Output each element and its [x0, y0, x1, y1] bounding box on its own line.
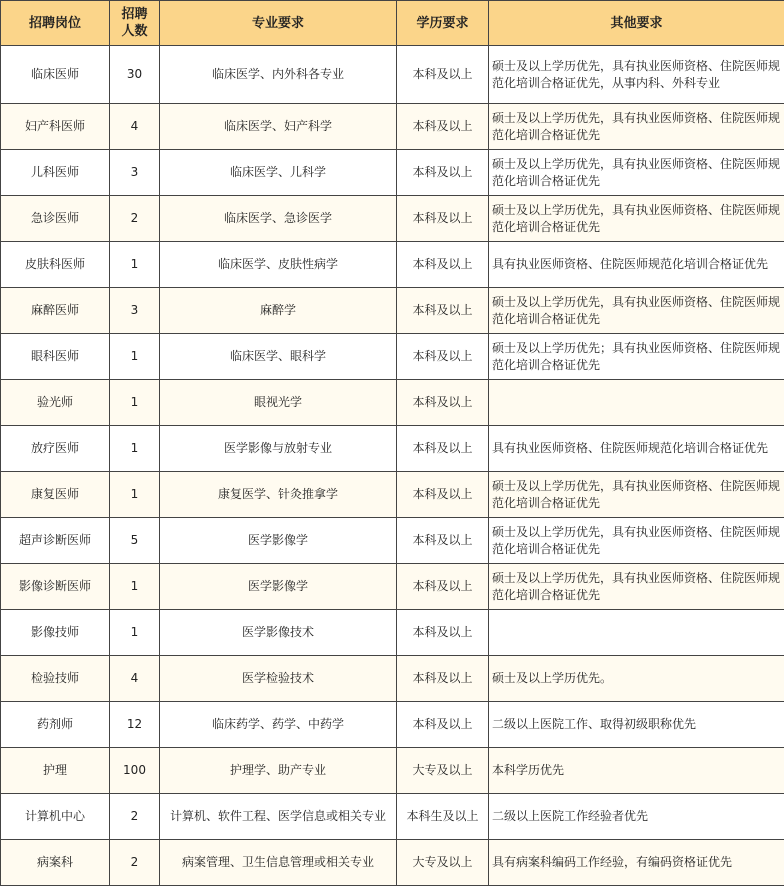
cell-count: 1 — [110, 380, 160, 426]
cell-position: 眼科医师 — [1, 334, 110, 380]
table-row — [1, 150, 784, 196]
cell-education: 本科及以上 — [397, 426, 489, 472]
table-row — [1, 564, 784, 610]
cell-position: 妇产科医师 — [1, 104, 110, 150]
cell-major: 医学检验技术 — [160, 656, 397, 702]
cell-other — [489, 380, 784, 426]
table-row — [1, 702, 784, 748]
cell-count: 4 — [110, 656, 160, 702]
cell-count: 1 — [110, 610, 160, 656]
cell-other: 具有病案科编码工作经验，有编码资格证优先 — [489, 840, 784, 886]
cell-position: 检验技师 — [1, 656, 110, 702]
cell-other: 硕士及以上学历优先，具有执业医师资格、住院医师规范化培训合格证优先 — [489, 518, 784, 564]
table-row — [1, 794, 784, 840]
cell-education: 本科及以上 — [397, 702, 489, 748]
cell-other: 硕士及以上学历优先，具有执业医师资格、住院医师规范化培训合格证优先 — [489, 472, 784, 518]
cell-position: 影像技师 — [1, 610, 110, 656]
table-header-row — [1, 1, 784, 46]
cell-education: 本科及以上 — [397, 104, 489, 150]
table-row — [1, 46, 784, 104]
cell-major: 临床医学、妇产科学 — [160, 104, 397, 150]
cell-education: 本科及以上 — [397, 196, 489, 242]
header-position: 招聘岗位 — [1, 1, 110, 46]
table-row — [1, 242, 784, 288]
cell-education: 本科及以上 — [397, 334, 489, 380]
cell-major: 医学影像学 — [160, 518, 397, 564]
table-row — [1, 840, 784, 886]
cell-major: 临床医学、眼科学 — [160, 334, 397, 380]
table-row — [1, 518, 784, 564]
cell-position: 儿科医师 — [1, 150, 110, 196]
table-row — [1, 104, 784, 150]
cell-position: 麻醉医师 — [1, 288, 110, 334]
cell-education: 本科及以上 — [397, 46, 489, 104]
cell-position: 病案科 — [1, 840, 110, 886]
cell-other: 本科学历优先 — [489, 748, 784, 794]
table-row — [1, 472, 784, 518]
cell-count: 3 — [110, 288, 160, 334]
cell-position: 影像诊断医师 — [1, 564, 110, 610]
header-education: 学历要求 — [397, 1, 489, 46]
header-major: 专业要求 — [160, 1, 397, 46]
cell-education: 本科及以上 — [397, 380, 489, 426]
cell-position: 药剂师 — [1, 702, 110, 748]
cell-count: 1 — [110, 564, 160, 610]
cell-position: 验光师 — [1, 380, 110, 426]
cell-count: 2 — [110, 840, 160, 886]
cell-position: 康复医师 — [1, 472, 110, 518]
cell-count: 12 — [110, 702, 160, 748]
cell-education: 本科及以上 — [397, 610, 489, 656]
cell-major: 麻醉学 — [160, 288, 397, 334]
cell-major: 临床医学、内外科各专业 — [160, 46, 397, 104]
cell-other: 硕士及以上学历优先，具有执业医师资格、住院医师规范化培训合格证优先 — [489, 196, 784, 242]
cell-count: 100 — [110, 748, 160, 794]
cell-other: 硕士及以上学历优先，具有执业医师资格、住院医师规范化培训合格证优先 — [489, 564, 784, 610]
cell-education: 本科生及以上 — [397, 794, 489, 840]
cell-education: 本科及以上 — [397, 564, 489, 610]
cell-major: 病案管理、卫生信息管理或相关专业 — [160, 840, 397, 886]
cell-count: 1 — [110, 334, 160, 380]
cell-position: 临床医师 — [1, 46, 110, 104]
cell-education: 本科及以上 — [397, 150, 489, 196]
cell-count: 1 — [110, 472, 160, 518]
cell-major: 临床医学、儿科学 — [160, 150, 397, 196]
cell-other: 具有执业医师资格、住院医师规范化培训合格证优先 — [489, 242, 784, 288]
cell-major: 临床药学、药学、中药学 — [160, 702, 397, 748]
cell-position: 护理 — [1, 748, 110, 794]
cell-other: 硕士及以上学历优先。 — [489, 656, 784, 702]
cell-count: 4 — [110, 104, 160, 150]
table-row — [1, 334, 784, 380]
cell-other — [489, 610, 784, 656]
table-row — [1, 748, 784, 794]
cell-other: 硕士及以上学历优先；具有执业医师资格、住院医师规范化培训合格证优先 — [489, 334, 784, 380]
cell-education: 本科及以上 — [397, 472, 489, 518]
table-row — [1, 380, 784, 426]
table-row — [1, 426, 784, 472]
cell-education: 大专及以上 — [397, 840, 489, 886]
cell-count: 1 — [110, 242, 160, 288]
cell-count: 3 — [110, 150, 160, 196]
cell-other: 硕士及以上学历优先，具有执业医师资格、住院医师规范化培训合格证优先 — [489, 288, 784, 334]
cell-count: 5 — [110, 518, 160, 564]
header-count: 招聘 人数 — [110, 1, 160, 46]
table-row — [1, 196, 784, 242]
cell-position: 放疗医师 — [1, 426, 110, 472]
table-row — [1, 656, 784, 702]
cell-count: 2 — [110, 196, 160, 242]
cell-education: 本科及以上 — [397, 288, 489, 334]
cell-major: 眼视光学 — [160, 380, 397, 426]
cell-education: 大专及以上 — [397, 748, 489, 794]
cell-count: 1 — [110, 426, 160, 472]
header-other: 其他要求 — [489, 1, 784, 46]
cell-major: 护理学、助产专业 — [160, 748, 397, 794]
cell-major: 计算机、软件工程、医学信息或相关专业 — [160, 794, 397, 840]
table-row — [1, 610, 784, 656]
cell-count: 30 — [110, 46, 160, 104]
cell-major: 医学影像学 — [160, 564, 397, 610]
cell-education: 本科及以上 — [397, 242, 489, 288]
cell-other: 二级以上医院工作、取得初级职称优先 — [489, 702, 784, 748]
cell-other: 硕士及以上学历优先，具有执业医师资格、住院医师规范化培训合格证优先 — [489, 150, 784, 196]
cell-major: 临床医学、急诊医学 — [160, 196, 397, 242]
cell-position: 超声诊断医师 — [1, 518, 110, 564]
cell-education: 本科及以上 — [397, 656, 489, 702]
cell-position: 皮肤科医师 — [1, 242, 110, 288]
cell-other: 具有执业医师资格、住院医师规范化培训合格证优先 — [489, 426, 784, 472]
cell-position: 急诊医师 — [1, 196, 110, 242]
cell-count: 2 — [110, 794, 160, 840]
cell-major: 医学影像与放射专业 — [160, 426, 397, 472]
cell-other: 硕士及以上学历优先，具有执业医师资格、住院医师规范化培训合格证优先，从事内科、外科专业 — [489, 46, 784, 104]
cell-other: 二级以上医院工作经验者优先 — [489, 794, 784, 840]
table-row — [1, 288, 784, 334]
cell-major: 医学影像技术 — [160, 610, 397, 656]
cell-major: 康复医学、针灸推拿学 — [160, 472, 397, 518]
cell-other: 硕士及以上学历优先，具有执业医师资格、住院医师规范化培训合格证优先 — [489, 104, 784, 150]
cell-major: 临床医学、皮肤性病学 — [160, 242, 397, 288]
cell-position: 计算机中心 — [1, 794, 110, 840]
cell-education: 本科及以上 — [397, 518, 489, 564]
